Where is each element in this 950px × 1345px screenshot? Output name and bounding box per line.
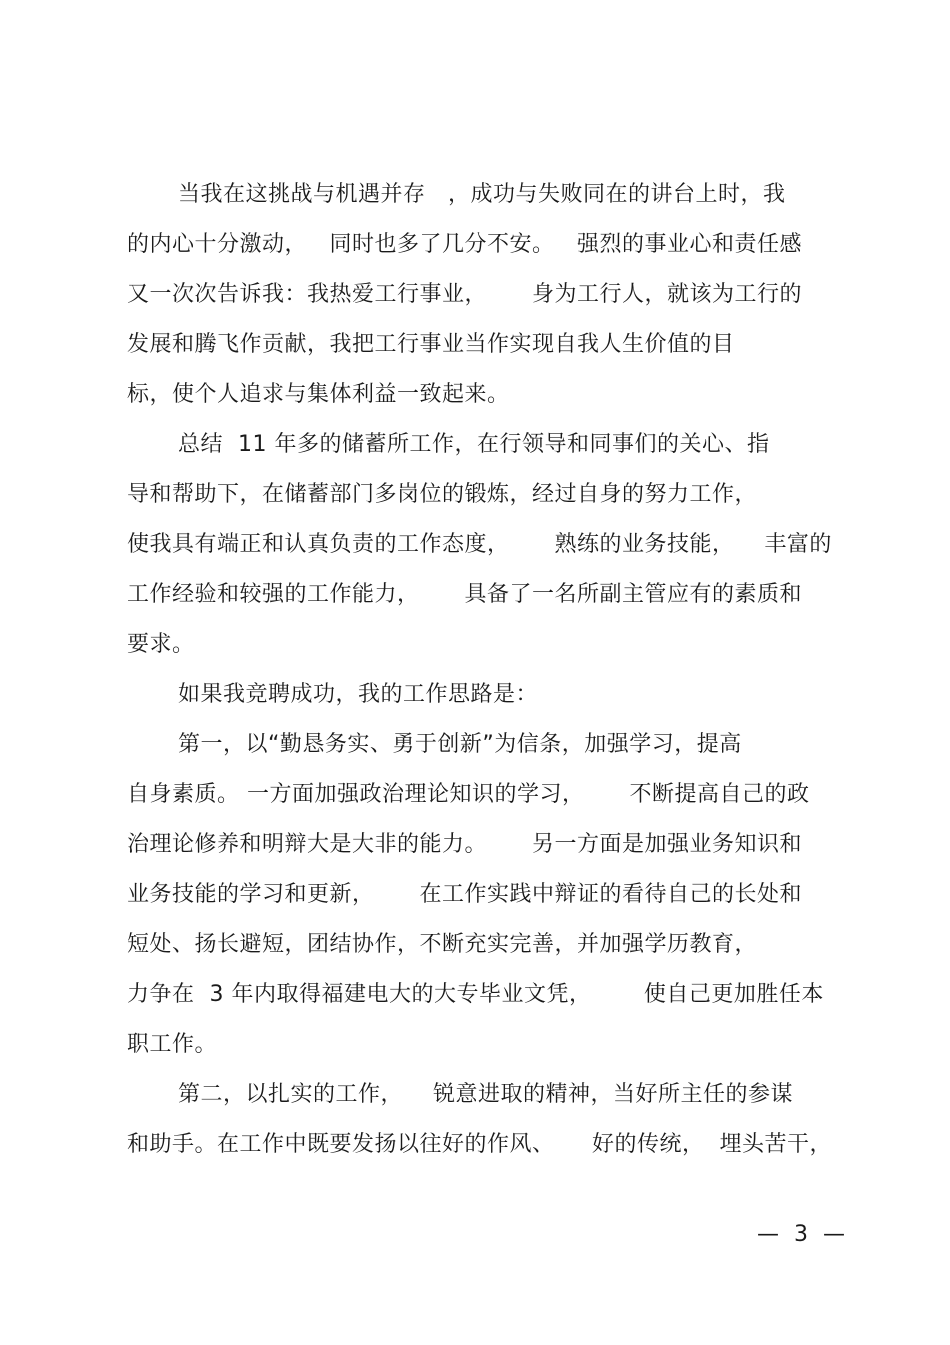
text-line: 总结 11 年多的储蓄所工作，在行领导和同事们的关心、指 [178,432,770,457]
text-line: 短处、扬长避短，团结协作，不断充实完善，并加强学历教育， [127,932,758,957]
text-line: 第二，以扎实的工作， 锐意进取的精神，当好所主任的参谋 [178,1082,793,1107]
text-line: 自身素质。 一方面加强政治理论知识的学习， 不断提高自己的政 [127,782,810,807]
text-line: 力争在 3 年内取得福建电大的大专毕业文凭， 使自己更加胜任本 [127,982,824,1007]
text-line: 治理论修养和明辩大是大非的能力。 另一方面是加强业务知识和 [127,832,802,857]
text-line: 又一次次告诉我：我热爱工行事业， 身为工行人，就该为工行的 [127,282,802,307]
page-number: — 3 — [757,1222,849,1247]
text-line: 第一，以“勤恳务实、勇于创新”为信条，加强学习，提高 [178,732,742,757]
text-line: 导和帮助下，在储蓄部门多岗位的锻炼，经过自身的努力工作， [127,482,758,507]
text-line: 业务技能的学习和更新， 在工作实践中辩证的看待自己的长处和 [127,882,802,907]
text-line: 的内心十分激动， 同时也多了几分不安。 强烈的事业心和责任感 [127,232,802,257]
text-line: 当我在这挑战与机遇并存 ，成功与失败同在的讲台上时，我 [178,182,786,207]
text-line: 和助手。在工作中既要发扬以往好的作风、 好的传统， 埋头苦干， [127,1132,832,1157]
text-line: 标，使个人追求与集体利益一致起来。 [127,382,510,407]
text-line: 如果我竞聘成功，我的工作思路是： [178,682,539,707]
text-line: 工作经验和较强的工作能力， 具备了一名所副主管应有的素质和 [127,582,802,607]
text-line: 使我具有端正和认真负责的工作态度， 熟练的业务技能， 丰富的 [127,532,832,557]
text-line: 职工作。 [127,1032,218,1057]
text-line: 要求。 [127,632,195,657]
text-line: 发展和腾飞作贡献，我把工行事业当作实现自我人生价值的目 [127,332,735,357]
